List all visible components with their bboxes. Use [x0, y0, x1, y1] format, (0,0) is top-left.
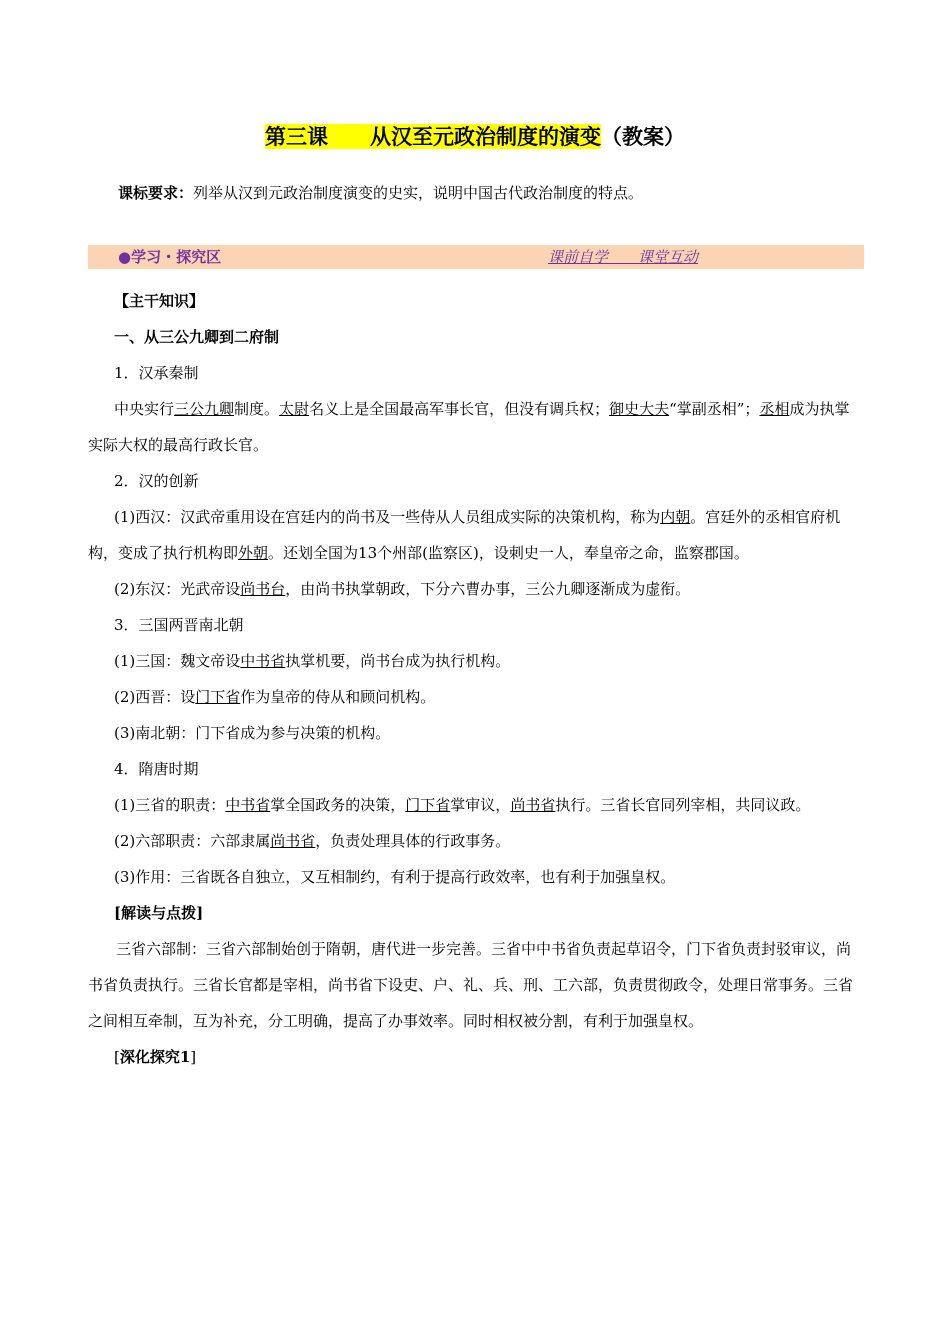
text-run: (2)东汉：光武帝设 [114, 580, 241, 598]
underlined-term: 尚书台 [240, 580, 286, 598]
underlined-term: 门下省 [405, 796, 451, 814]
text-run: (1)西汉：汉武帝重用设在宫廷内的尚书及一些侍从人员组成实际的决策机构，称为 [114, 508, 661, 526]
text-run: 制度。 [234, 400, 280, 418]
text-run: 作为皇帝的侍从和顾问机构。 [240, 688, 436, 706]
subsection-1-paragraph [88, 391, 864, 463]
text-run: 掌全国政务的决策， [270, 796, 406, 814]
subsection-2-paragraph-2 [88, 571, 864, 607]
interpretation-heading: [解读与点拨] [114, 904, 204, 922]
underlined-term: 中书省 [225, 796, 271, 814]
subsection-3-paragraph-2 [88, 679, 864, 715]
underlined-term: 中书省 [240, 652, 286, 670]
text-run: 。还划全国为13个州部(监察区)，设刺史一人，奉皇帝之命，监察郡国。 [268, 544, 749, 562]
interpretation-paragraph: 三省六部制：三省六部制始创于隋朝，唐代进一步完善。三省中中书省负责起草诏令，门下省负责封驳审议，尚书省负责执行。三省长官都是宰相，尚书省下设吏、户、礼、兵、刑、工六部，负责贯彻政令，处理日常事务。三省之间相互牵制，互为补充，分工明确，提高了办事效率。同时相权被分割，有利于加强皇权。 [88, 940, 854, 1030]
page-title [0, 122, 950, 152]
curriculum-standard [118, 180, 643, 206]
subsection-2-title: 2．汉的创新 [114, 472, 199, 490]
underlined-term: 御史大夫 [609, 400, 670, 418]
underlined-term: 尚书省 [510, 796, 556, 814]
heading-1: 一、从三公九卿到二府制 [114, 328, 280, 346]
section-bar-title: ●学习・探究区 [118, 248, 222, 266]
deep-inquiry-label: 深化探究1 [119, 1048, 191, 1066]
deep-inquiry-heading [88, 1039, 864, 1075]
title-suffix: （教案） [601, 124, 685, 149]
subsection-4-paragraph-3: (3)作用：三省既各自独立，又互相制约，有利于提高行政效率，也有利于加强皇权。 [114, 868, 676, 886]
subsection-4-paragraph-1 [88, 787, 864, 823]
text-run: 成为执掌实际大权的最高行政长官。 [88, 400, 850, 454]
lesson-title: 第三课 从汉至元政治制度的演变 [265, 124, 601, 149]
underlined-term: 三公九卿 [174, 400, 235, 418]
underlined-term: 尚书省 [270, 832, 316, 850]
underlined-term: 丞相 [759, 400, 790, 418]
text-run: (1)三省的职责： [114, 796, 226, 814]
text-run: “掌副丞相”； [669, 400, 760, 418]
subsection-3-paragraph-3: (3)南北朝：门下省成为参与决策的机构。 [114, 724, 391, 742]
subsection-2-paragraph-1 [88, 499, 864, 571]
text-run: 掌审议， [450, 796, 511, 814]
main-knowledge-heading: 【主干知识】 [114, 292, 205, 310]
text-run: 名义上是全国最高军事长官，但没有调兵权； [309, 400, 610, 418]
subsection-3-paragraph-1 [88, 643, 864, 679]
text-run: 。宫廷外的丞相官府机构，变成了执行机构即 [88, 508, 841, 562]
subsection-1-title: 1．汉承秦制 [114, 364, 199, 382]
bracket: ] [190, 1048, 197, 1066]
document-body [88, 283, 864, 1075]
standard-label: 课标要求： [118, 184, 194, 202]
subsection-4-paragraph-2 [88, 823, 864, 859]
text-run: ，由尚书执掌朝政，下分六曹办事，三公九卿逐渐成为虚衔。 [285, 580, 691, 598]
underlined-term: 门下省 [195, 688, 241, 706]
underlined-term: 内朝 [660, 508, 691, 526]
text-run: 执掌机要，尚书台成为执行机构。 [285, 652, 511, 670]
text-run: 执行。三省长官同列宰相，共同议政。 [555, 796, 811, 814]
section-bar-links[interactable]: 课前自学 课堂互动 [548, 248, 699, 266]
bracket: [ [114, 1048, 120, 1066]
text-run: (2)西晋：设 [114, 688, 196, 706]
underlined-term: 外朝 [238, 544, 269, 562]
text-run: 中央实行 [114, 400, 175, 418]
text-run: (2)六部职责：六部隶属 [114, 832, 271, 850]
standard-text: 列举从汉到元政治制度演变的史实，说明中国古代政治制度的特点。 [193, 184, 644, 202]
text-run: (1)三国：魏文帝设 [114, 652, 241, 670]
subsection-3-title: 3．三国两晋南北朝 [114, 616, 244, 634]
section-bar [88, 245, 864, 269]
underlined-term: 太尉 [279, 400, 310, 418]
text-run: ，负责处理具体的行政事务。 [315, 832, 511, 850]
subsection-4-title: 4．隋唐时期 [114, 760, 199, 778]
